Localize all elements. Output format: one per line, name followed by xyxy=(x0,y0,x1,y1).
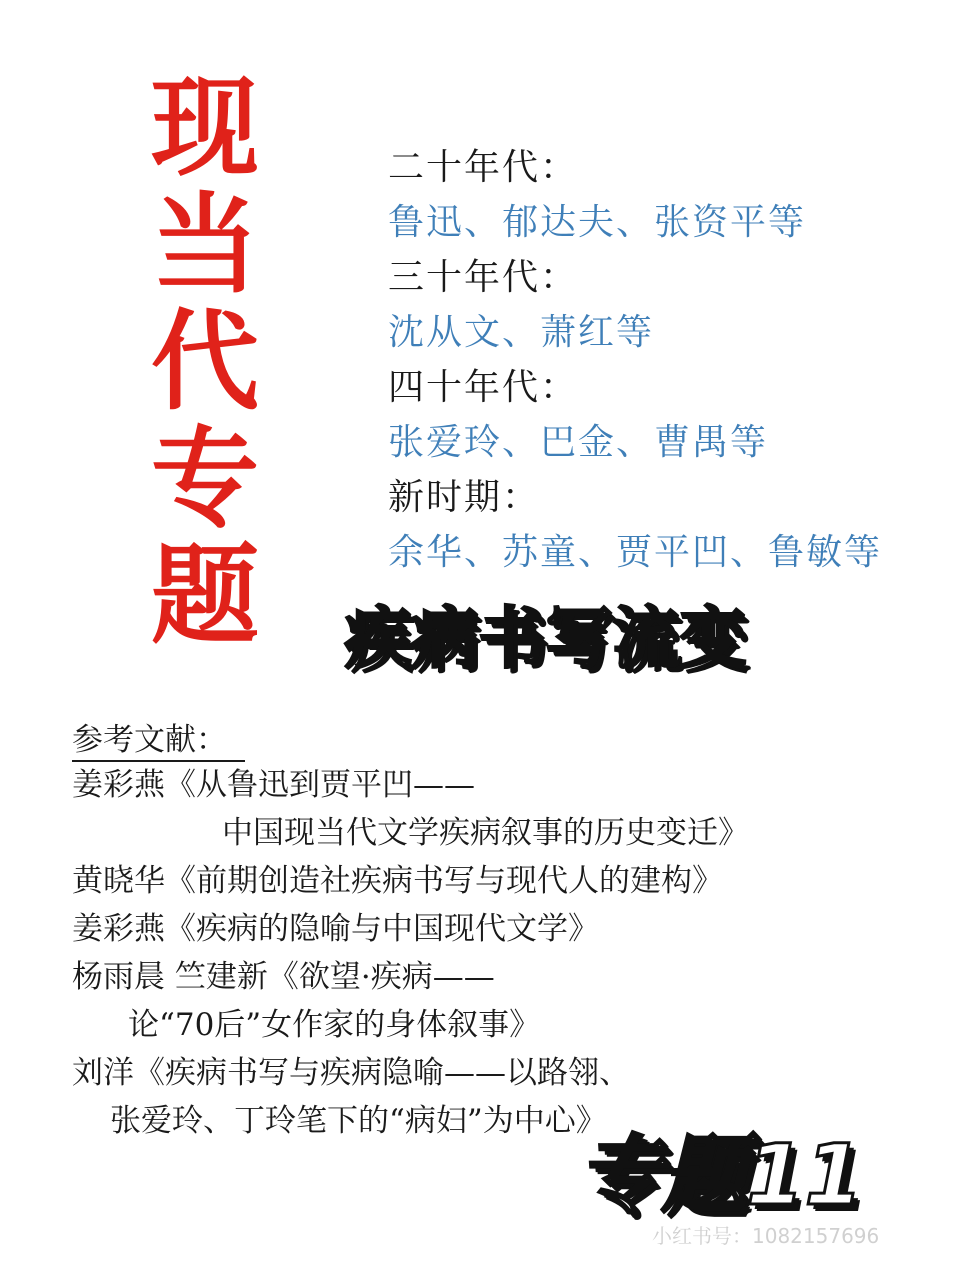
references-heading: 参考文献： xyxy=(72,720,245,762)
era-label: 新时期： xyxy=(388,477,541,518)
era-label: 三十年代： xyxy=(388,257,579,298)
reference-line: 中国现当代文学疾病叙事的历史变迁》 xyxy=(222,815,749,851)
reference-line: 姜彩燕《疾病的隐喻与中国现代文学》 xyxy=(72,911,599,947)
era-label: 二十年代： xyxy=(388,147,579,188)
subtitle: 疾病书写流变 xyxy=(345,600,747,677)
era-authors: 沈从文、萧红等 xyxy=(388,312,655,353)
title-char: 专 xyxy=(150,416,259,542)
title-char: 当 xyxy=(150,182,259,308)
era-authors: 鲁迅、郁达夫、张资平等 xyxy=(388,202,807,243)
era-authors: 余华、苏童、贾平凹、鲁敏等 xyxy=(388,532,883,573)
reference-line: 姜彩燕《从鲁迅到贾平凹—— xyxy=(72,767,475,803)
reference-line: 刘洋《疾病书写与疾病隐喻——以路翎、 xyxy=(72,1055,630,1091)
title-char: 题 xyxy=(150,533,259,659)
title-char: 现 xyxy=(150,65,259,191)
topic-badge: 专题11 xyxy=(578,1126,863,1224)
watermark: 小红书号：1082157696 xyxy=(652,1224,880,1248)
reference-line: 论“70后”女作家的身体叙事》 xyxy=(128,1007,541,1043)
reference-line: 黄晓华《前期创造社疾病书写与现代人的建构》 xyxy=(72,863,723,899)
era-authors: 张爱玲、巴金、曹禺等 xyxy=(388,422,769,463)
era-label: 四十年代： xyxy=(388,367,579,408)
era-list xyxy=(388,140,948,580)
reference-line: 张爱玲、丁玲笔下的“病妇”为中心》 xyxy=(110,1103,607,1139)
reference-line: 杨雨晨 竺建新《欲望·疾病—— xyxy=(72,959,495,995)
vertical-title xyxy=(130,65,280,659)
title-char: 代 xyxy=(150,299,259,425)
